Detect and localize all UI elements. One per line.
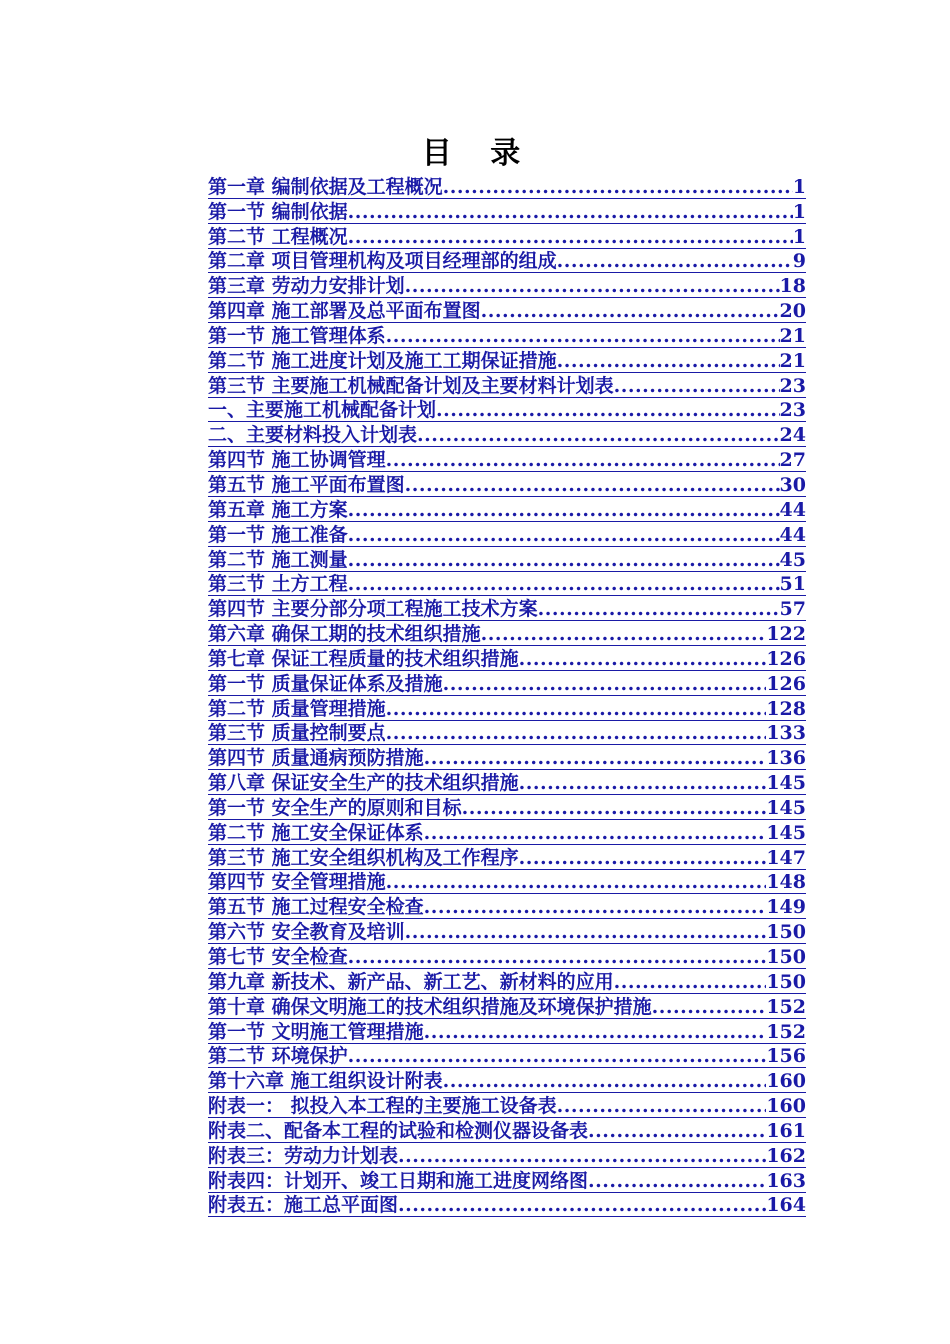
toc-list — [208, 174, 806, 1217]
toc-dot-leader — [348, 524, 780, 546]
toc-page-number: 30 — [779, 473, 806, 496]
toc-page-number: 156 — [766, 1045, 806, 1068]
toc-entry-title: 第五节 施工平面布置图 — [208, 473, 405, 496]
toc-entry-title: 第二节 环境保护 — [208, 1045, 348, 1068]
toc-dot-leader — [348, 549, 780, 571]
toc-entry-link[interactable] — [208, 323, 806, 348]
toc-dot-leader — [443, 673, 767, 695]
toc-entry-link[interactable] — [208, 969, 806, 994]
toc-page-number: 133 — [766, 722, 806, 745]
toc-entry-title: 第一节 文明施工管理措施 — [208, 1020, 424, 1043]
toc-dot-leader — [436, 399, 780, 421]
toc-entry-title: 第四节 安全管理措施 — [208, 871, 386, 894]
toc-dot-leader — [348, 499, 780, 521]
toc-page-number: 163 — [766, 1169, 806, 1192]
toc-dot-leader — [386, 325, 780, 347]
toc-title: 目 录 — [421, 136, 535, 171]
toc-entry-title: 第二章 项目管理机构及项目经理部的组成 — [208, 250, 557, 273]
toc-page-number: 150 — [766, 970, 806, 993]
toc-dot-leader — [405, 474, 780, 496]
toc-dot-leader — [348, 573, 780, 595]
toc-entry-link[interactable] — [208, 1193, 806, 1218]
toc-entry-title: 第三章 劳动力安排计划 — [208, 275, 405, 298]
toc-page-number: 136 — [766, 747, 806, 770]
toc-entry-link[interactable] — [208, 994, 806, 1019]
toc-page-number: 23 — [779, 374, 806, 397]
toc-page-number: 24 — [779, 424, 806, 447]
toc-entry-title: 第三节 质量控制要点 — [208, 722, 386, 745]
toc-entry-link[interactable] — [208, 696, 806, 721]
toc-entry-link[interactable] — [208, 398, 806, 423]
toc-entry-title: 第四节 施工协调管理 — [208, 449, 386, 472]
toc-page-number: 51 — [779, 573, 806, 596]
toc-entry-link[interactable] — [208, 621, 806, 646]
toc-entry-link[interactable] — [208, 447, 806, 472]
toc-page-number: 1 — [792, 175, 806, 198]
toc-page-number: 161 — [766, 1119, 806, 1142]
toc-dot-leader — [405, 921, 767, 943]
toc-dot-leader — [588, 1120, 766, 1142]
toc-dot-leader — [348, 201, 793, 223]
toc-entry-title: 第二节 工程概况 — [208, 225, 348, 248]
toc-entry-link[interactable] — [208, 795, 806, 820]
toc-entry-link[interactable] — [208, 1044, 806, 1069]
toc-dot-leader — [348, 1045, 767, 1067]
toc-entry-link[interactable] — [208, 497, 806, 522]
toc-entry-link[interactable] — [208, 572, 806, 597]
toc-dot-leader — [614, 375, 780, 397]
toc-entry-link[interactable] — [208, 1143, 806, 1168]
toc-entry-title: 第一节 编制依据 — [208, 200, 348, 223]
toc-entry-link[interactable] — [208, 745, 806, 770]
toc-entry-title: 第八章 保证安全生产的技术组织措施 — [208, 772, 519, 795]
toc-page-number: 152 — [766, 1020, 806, 1043]
toc-entry-link[interactable] — [208, 944, 806, 969]
toc-entry-link[interactable] — [208, 919, 806, 944]
toc-entry-link[interactable] — [208, 472, 806, 497]
toc-page-number: 27 — [779, 449, 806, 472]
toc-dot-leader — [386, 449, 780, 471]
toc-entry-title: 第二节 施工测量 — [208, 548, 348, 571]
toc-entry-title: 第七节 安全检查 — [208, 946, 348, 968]
toc-page-number: 20 — [779, 300, 806, 323]
toc-dot-leader — [386, 698, 767, 720]
toc-dot-leader — [386, 871, 767, 893]
toc-entry-link[interactable] — [208, 1019, 806, 1044]
toc-entry-title: 第三节 土方工程 — [208, 573, 348, 596]
toc-page-number: 126 — [766, 647, 806, 670]
toc-entry-title: 第七章 保证工程质量的技术组织措施 — [208, 647, 519, 670]
toc-entry-title: 附表四：计划开、竣工日期和施工进度网络图 — [208, 1169, 589, 1192]
toc-entry-link[interactable] — [208, 646, 806, 671]
toc-entry-title: 第一节 施工准备 — [208, 523, 348, 546]
toc-dot-leader — [443, 1070, 767, 1092]
toc-page-number: 44 — [779, 523, 806, 546]
toc-dot-leader — [348, 226, 793, 248]
toc-dot-leader — [557, 1095, 767, 1117]
toc-entry-title: 第三节 主要施工机械配备计划及主要材料计划表 — [208, 374, 614, 397]
toc-entry-link[interactable] — [208, 770, 806, 795]
toc-page-number: 18 — [779, 275, 806, 298]
toc-page-number: 162 — [766, 1144, 806, 1167]
toc-page-number: 23 — [779, 399, 806, 422]
toc-entry-link[interactable] — [208, 894, 806, 919]
toc-dot-leader — [519, 648, 767, 670]
toc-page-number: 150 — [766, 946, 806, 968]
toc-entry-link[interactable] — [208, 348, 806, 373]
toc-entry-title: 第四节 主要分部分项工程施工技术方案 — [208, 598, 538, 621]
toc-dot-leader — [405, 275, 780, 297]
toc-dot-leader — [443, 176, 793, 198]
toc-dot-leader — [519, 847, 767, 869]
toc-entry-link[interactable] — [208, 249, 806, 274]
toc-page-number: 164 — [766, 1194, 806, 1217]
toc-dot-leader — [652, 996, 767, 1018]
toc-page-number: 160 — [766, 1070, 806, 1093]
toc-entry-title: 附表三：劳动力计划表 — [208, 1144, 399, 1167]
toc-dot-leader — [481, 300, 780, 322]
toc-dot-leader — [519, 772, 767, 794]
toc-dot-leader — [588, 1170, 766, 1192]
toc-page-number: 148 — [766, 871, 806, 894]
toc-dot-leader — [348, 946, 767, 968]
toc-entry-title: 第二节 质量管理措施 — [208, 697, 386, 720]
toc-page-number: 45 — [779, 548, 806, 571]
toc-page-number: 145 — [766, 821, 806, 844]
toc-entry-title: 第五章 施工方案 — [208, 498, 348, 521]
toc-entry-title: 第二节 施工安全保证体系 — [208, 821, 424, 844]
toc-entry-title: 第九章 新技术、新产品、新工艺、新材料的应用 — [208, 970, 614, 993]
toc-entry-link[interactable] — [208, 596, 806, 621]
toc-entry-link[interactable] — [208, 1068, 806, 1093]
toc-entry-title: 第十六章 施工组织设计附表 — [208, 1070, 443, 1093]
toc-entry-title: 二、主要材料投入计划表 — [208, 424, 418, 447]
toc-dot-leader — [614, 971, 767, 993]
toc-entry-link[interactable] — [208, 547, 806, 572]
toc-entry-link[interactable] — [208, 298, 806, 323]
toc-entry-link[interactable] — [208, 224, 806, 249]
toc-entry-title: 附表五：施工总平面图 — [208, 1194, 399, 1217]
toc-entry-title: 第四章 施工部署及总平面布置图 — [208, 300, 481, 323]
toc-dot-leader — [557, 250, 793, 272]
toc-entry-link[interactable] — [208, 1168, 806, 1193]
toc-page-number: 160 — [766, 1095, 806, 1118]
toc-entry-title: 附表一： 拟投入本工程的主要施工设备表 — [208, 1095, 557, 1118]
toc-page-number: 1 — [792, 225, 806, 248]
toc-entry-link[interactable] — [208, 870, 806, 895]
toc-entry-title: 第一节 安全生产的原则和目标 — [208, 796, 462, 819]
toc-entry-link[interactable] — [208, 671, 806, 696]
toc-page-number: 1 — [792, 200, 806, 223]
toc-page-number: 21 — [779, 324, 806, 347]
toc-entry-title: 附表二、配备本工程的试验和检测仪器设备表 — [208, 1119, 589, 1142]
toc-dot-leader — [398, 1145, 766, 1167]
toc-dot-leader — [424, 896, 767, 918]
toc-dot-leader — [538, 598, 780, 620]
toc-entry-link[interactable] — [208, 373, 806, 398]
toc-page-number: 44 — [779, 498, 806, 521]
toc-page-number: 122 — [766, 623, 806, 646]
toc-dot-leader — [424, 1021, 767, 1043]
toc-page-number: 21 — [779, 349, 806, 372]
toc-entry-link[interactable] — [208, 1118, 806, 1143]
toc-entry-title: 第三节 施工安全组织机构及工作程序 — [208, 846, 519, 869]
toc-entry-link[interactable] — [208, 721, 806, 746]
toc-entry-title: 第四节 质量通病预防措施 — [208, 747, 424, 770]
toc-entry-link[interactable] — [208, 820, 806, 845]
toc-dot-leader — [424, 822, 767, 844]
toc-page-number: 57 — [779, 598, 806, 621]
toc-entry-link[interactable] — [208, 522, 806, 547]
toc-entry-title: 第一节 施工管理体系 — [208, 324, 386, 347]
toc-page-number: 147 — [766, 846, 806, 869]
toc-page-number: 145 — [766, 772, 806, 795]
toc-page-number: 150 — [766, 921, 806, 944]
toc-dot-leader — [386, 722, 767, 744]
toc-page-number: 145 — [766, 796, 806, 819]
toc-page-number: 9 — [792, 250, 806, 273]
toc-entry-title: 第二节 施工进度计划及施工工期保证措施 — [208, 349, 557, 372]
toc-dot-leader — [481, 623, 767, 645]
toc-dot-leader — [462, 797, 767, 819]
toc-entry-link[interactable] — [208, 1093, 806, 1118]
toc-entry-title: 第六节 安全教育及培训 — [208, 921, 405, 944]
toc-page-number: 126 — [766, 672, 806, 695]
toc-page-number: 128 — [766, 697, 806, 720]
toc-entry-title: 第十章 确保文明施工的技术组织措施及环境保护措施 — [208, 995, 652, 1018]
toc-entry-link[interactable] — [208, 174, 806, 199]
toc-entry-link[interactable] — [208, 422, 806, 447]
toc-entry-title: 第一章 编制依据及工程概况 — [208, 175, 443, 198]
toc-entry-link[interactable] — [208, 845, 806, 870]
toc-dot-leader — [424, 747, 767, 769]
toc-entry-title: 第五节 施工过程安全检查 — [208, 896, 424, 919]
toc-entry-title: 第六章 确保工期的技术组织措施 — [208, 623, 481, 646]
toc-dot-leader — [557, 350, 780, 372]
toc-entry-link[interactable] — [208, 273, 806, 298]
toc-page-number: 152 — [766, 995, 806, 1018]
toc-entry-title: 一、主要施工机械配备计划 — [208, 399, 437, 422]
toc-page-number: 149 — [766, 896, 806, 919]
toc-dot-leader — [417, 424, 780, 446]
toc-dot-leader — [398, 1194, 766, 1216]
toc-entry-title: 第一节 质量保证体系及措施 — [208, 672, 443, 695]
toc-entry-link[interactable] — [208, 199, 806, 224]
